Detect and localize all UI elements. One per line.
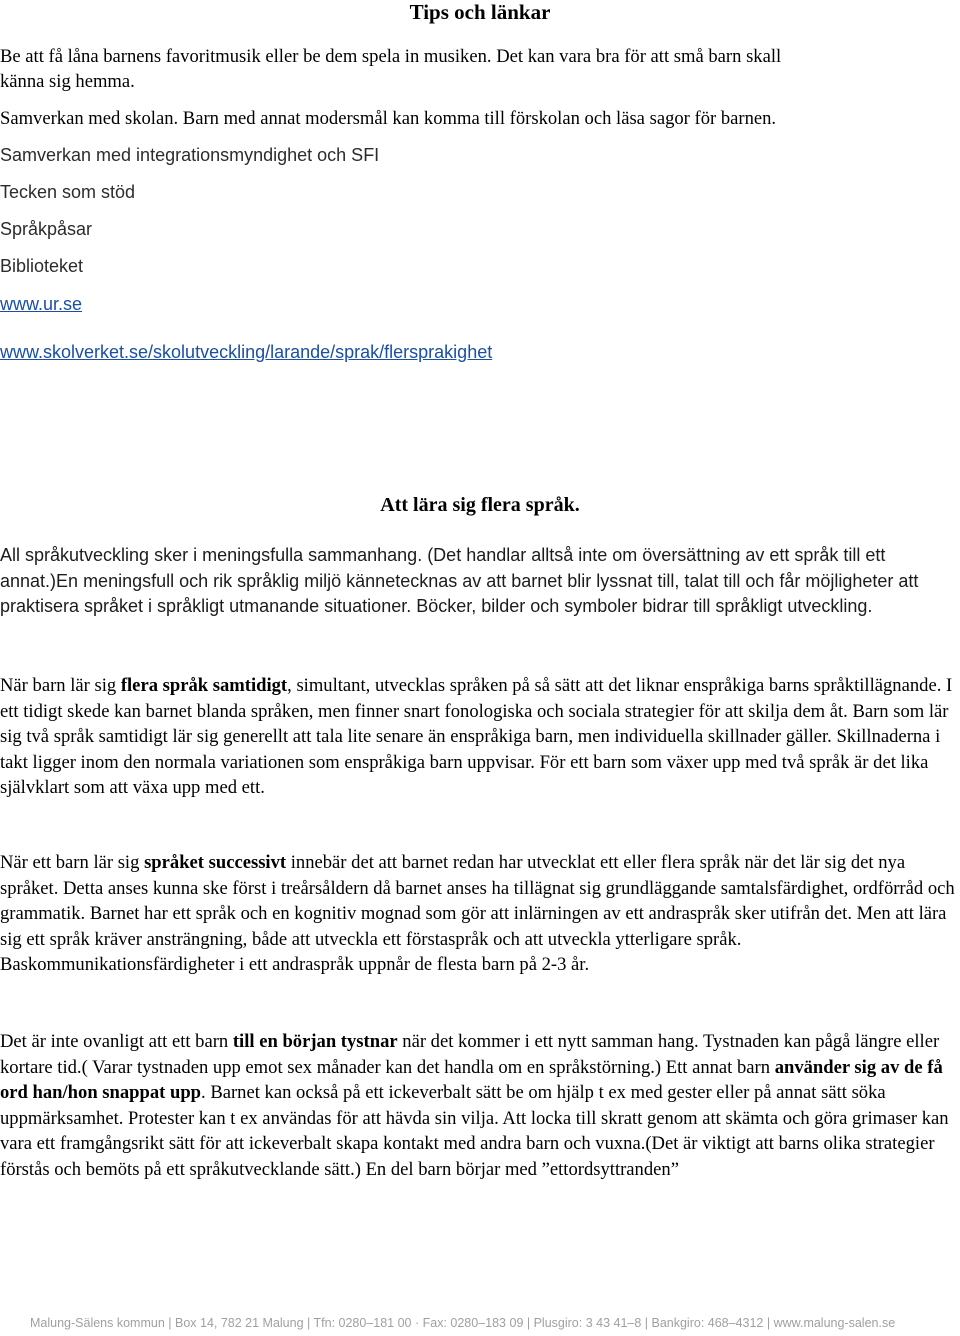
paragraph-simultant-bold: flera språk samtidigt (120, 675, 288, 696)
paragraph-sprakutveckling-lead: All språkutveckling sker i meningsfulla sammanhang. (Det handlar alltså inte om översättning av ett språk till ett annat.) (0, 545, 886, 591)
paragraph-tystnar (0, 1029, 955, 1182)
paragraph-simultant-text-2: , simultant, utvecklas språken på så sätt att det liknar enspråkiga barns språktillägnande. I ett tidigt skede kan barnet blanda språken, men finner snart fonologiska och sociala strategier för att skilja dem åt. Barn som lär sig två språk samtidigt lär sig generellt att tala lite senare än enspråkiga barn, men individuella skillnader gäller. Skillnaderna i takt ligger inom den normala variationen som enspråkiga barn uppvisar. För ett barn som växer upp med två språk är det lika självklart som att växa upp med ett. (0, 675, 953, 798)
paragraph-sprakutveckling-rest: En meningsfull och rik språklig miljö kännetecknas av att barnet blir lyssnat till, talat till och får möjligheter att praktisera språket i språkligt utmanande situationer. Böcker, bilder och symboler bidrar till språkligt utveckling. (0, 570, 919, 616)
paragraph-successivt-text-2: innebär det att barnet redan har utvecklat ett eller flera språk när det lär sig det nya språket. Detta anses kunna ske först i treårsåldern då barnet anses ha tillägnat sig grundläggande samtalsfärdighet, ordförråd och grammatik. Barnet har ett språk och en kognitiv mognad som gör att inlärningen av ett andraspråk sker utifrån det. Men att lära sig ett språk kräver ansträngning, både att utveckla ett förstaspråk och att utveckla ytterligare språk. Baskommunikationsfärdigheter i ett andraspråk uppnår de flesta barn på 2-3 år. (0, 852, 955, 975)
page-footer: Malung-Sälens kommun | Box 14, 782 21 Malung | Tfn: 0280–181 00 · Fax: 0280–183 09 | Plusgiro: 3 43 41–8 | Bankgiro: 468–4312 | www.malung-salen.se (30, 1316, 896, 1330)
samverkan-skolan-line: Samverkan med skolan. Barn med annat modersmål kan komma till förskolan och läsa sagor för barnen. (0, 108, 777, 129)
intro-line-1: Be att få låna barnens favoritmusik eller be dem spela in musiken. Det kan vara bra för att små barn skall (0, 46, 782, 67)
paragraph-successivt (0, 850, 955, 978)
paragraph-successivt-bold: språket successivt (144, 852, 287, 873)
paragraph-tystnar-text-2: när det kommer i ett nytt samman hang. Tystnaden kan pågå längre eller kortare tid.( Varar tystnaden upp emot sex månader kan det handla om en språkstörning.) Ett annat barn (0, 1031, 940, 1078)
tecken-line: Tecken som stöd (0, 182, 136, 202)
sprakpasar-line: Språkpåsar (0, 219, 93, 239)
paragraph-successivt-text-1: När ett barn lär sig (0, 852, 145, 873)
section-title-flera-sprak: Att lära sig flera språk. (380, 494, 580, 516)
samverkan-sfi-line: Samverkan med integrationsmyndighet och SFI (0, 145, 380, 165)
ur-link[interactable]: www.ur.se (0, 294, 83, 314)
paragraph-sprakutveckling (0, 543, 955, 620)
skolverket-link[interactable]: www.skolverket.se/skolutveckling/larande/sprak/flersprakighet (0, 342, 493, 362)
paragraph-simultant-text-1: När barn lär sig (0, 675, 121, 696)
biblioteket-line: Biblioteket (0, 256, 84, 276)
paragraph-tystnar-bold-2: använder sig av de få ord han/hon snappat upp (0, 1056, 943, 1103)
paragraph-simultant (0, 673, 955, 801)
intro-line-2: känna sig hemma. (0, 71, 135, 92)
paragraph-tystnar-bold-1: till en början tystnar (232, 1031, 398, 1052)
paragraph-tystnar-text-3: . Barnet kan också på ett ickeverbalt sätt be om hjälp t ex med gester eller på annat sätt söka uppmärksamhet. Protester kan t ex användas för att hävda sin vilja. Att locka till skratt genom att skämta och göra grimaser kan vara ett framgångsrikt sätt för att ickeverbalt skapa kontakt med andra barn och vuxna.(Det är viktigt att barns olika strategier förstås och bemöts på ett språkutvecklande sätt.) En del barn börjar med ”ettordsyttranden” (0, 1082, 949, 1180)
section-title-tips: Tips och länkar (409, 0, 551, 24)
paragraph-tystnar-text-1: Det är inte ovanligt att ett barn (0, 1031, 233, 1052)
